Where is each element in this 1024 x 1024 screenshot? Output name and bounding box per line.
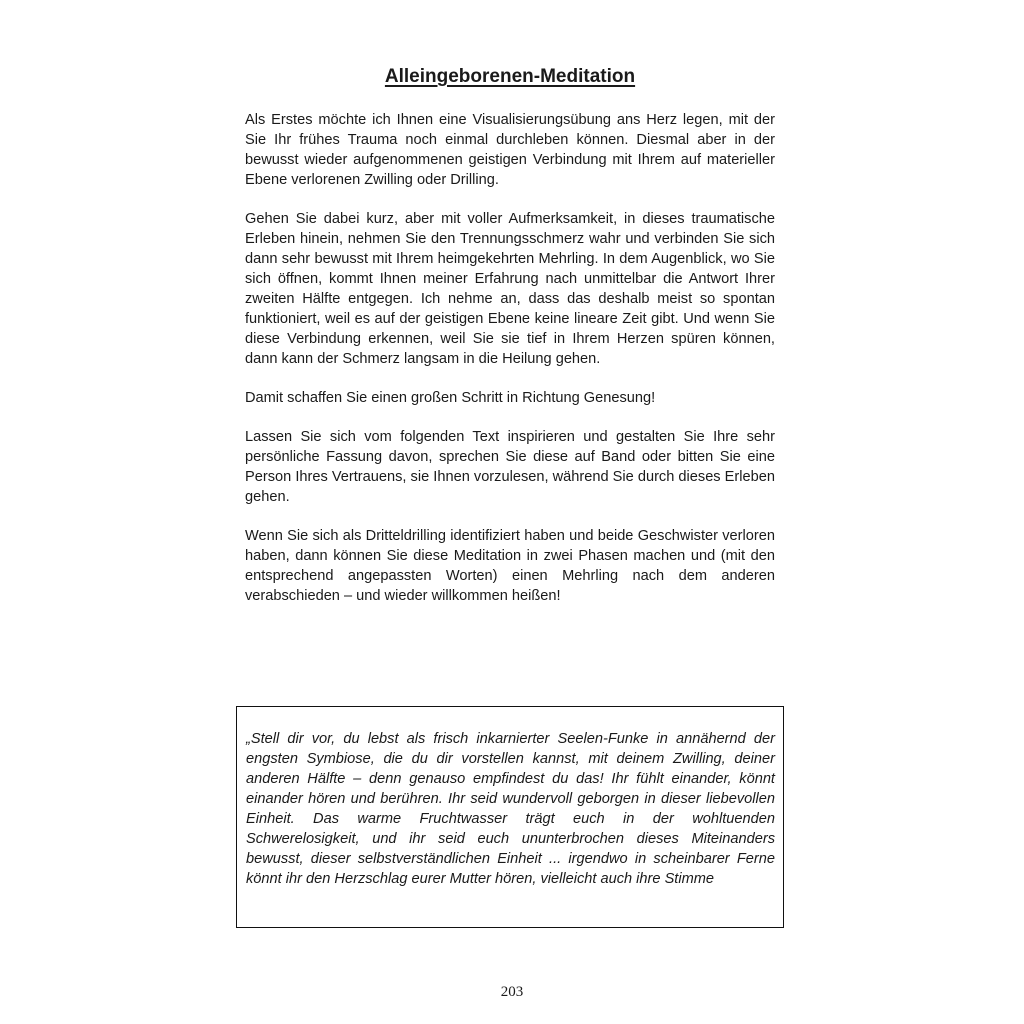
body-text [245,110,775,625]
meditation-quote-box [236,706,784,928]
paragraph-3: Damit schaffen Sie einen großen Schritt in Richtung Genesung! [245,390,656,406]
meditation-quote-text: „Stell dir vor, du lebst als frisch inkarnierter Seelen-Funke in annähernd der engsten Symbiose, die du dir vorstellen kannst, mit deinem Zwilling, deiner anderen Hälfte – denn genauso empfindest du das! Ihr fühlt einander, könnt einander hören und berühren. Ihr seid wundervoll geborgen in dieser liebevollen Einheit. Das warme Fruchtwasser trägt euch in der wohltuenden Schwerelosigkeit, und ihr seid euch ununterbrochen dieses Miteinanders bewusst, dieser selbstverständlichen Einheit ... irgendwo in scheinbarer Ferne könnt ihr den Herzschlag eurer Mutter hören, vielleicht auch ihre Stimme [246,731,775,887]
paragraph-1: Als Erstes möchte ich Ihnen eine Visualisierungsübung ans Herz legen, mit der Sie Ihr frühes Trauma noch einmal durchleben können. Diesmal aber in der bewusst wieder aufgenommenen geistigen Verbindung mit Ihrem auf materieller Ebene verlorenen Zwilling oder Drilling. [245,112,775,188]
paragraph-4: Lassen Sie sich vom folgenden Text inspirieren und gestalten Sie Ihre sehr persönliche Fassung davon, sprechen Sie diese auf Band oder bitten Sie eine Person Ihres Vertrauens, sie Ihnen vorzulesen, während Sie durch dieses Erleben gehen. [245,429,775,505]
paragraph-2: Gehen Sie dabei kurz, aber mit voller Aufmerksamkeit, in dieses traumatische Erleben hinein, nehmen Sie den Trennungsschmerz wahr und verbinden Sie sich dann sehr bewusst mit Ihrem heimgekehrten Mehrling. In dem Augenblick, wo Sie sich öffnen, kommt Ihnen meiner Erfahrung nach unmittelbar die Antwort Ihrer zweiten Hälfte entgegen. Ich nehme an, dass das deshalb meist so spontan funktioniert, weil es auf der geistigen Ebene keine lineare Zeit gibt. Und wenn Sie diese Verbindung erkennen, weil Sie sie tief in Ihrem Herzen spüren können, dann kann der Schmerz langsam in die Heilung gehen. [245,211,775,367]
page-title: Alleingeborenen-Meditation [384,66,636,87]
paragraph-5: Wenn Sie sich als Dritteldrilling identifiziert haben und beide Geschwister verloren haben, dann können Sie diese Meditation in zwei Phasen machen und (mit den entsprechend angepassten Worten) einen Mehrling nach dem anderen verabschieden – und wieder willkommen heißen! [245,528,775,604]
page-number: 203 [500,984,524,1000]
